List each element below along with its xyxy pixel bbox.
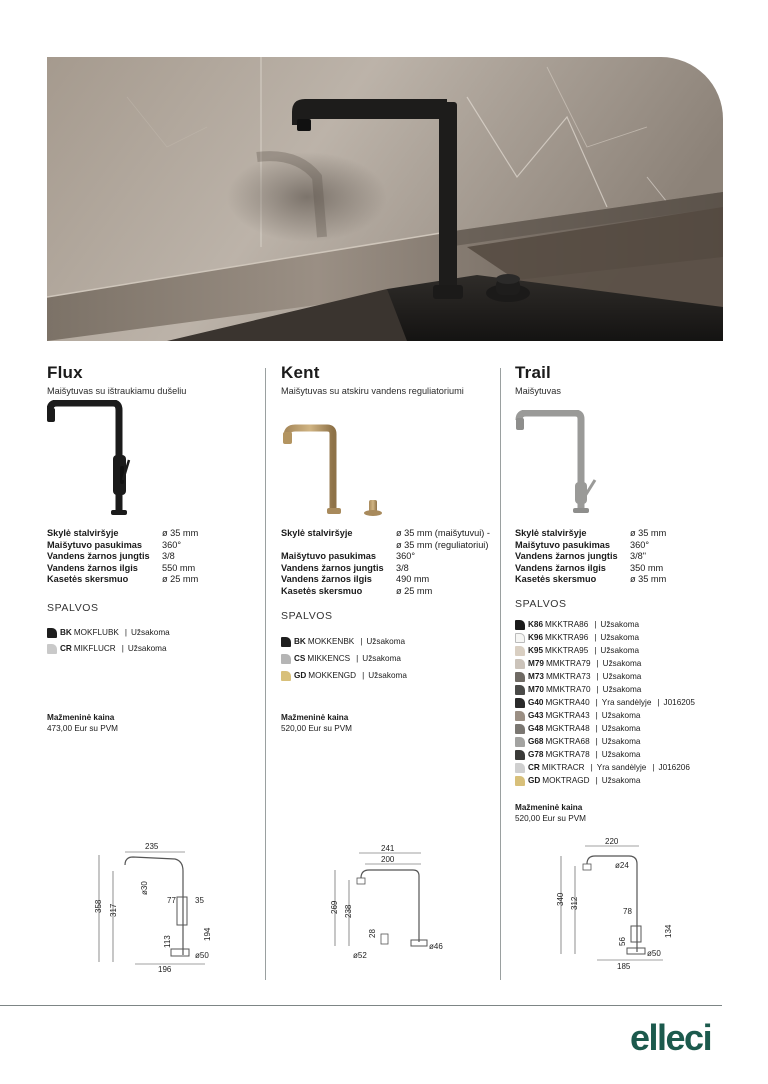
svg-text:358: 358: [94, 899, 103, 913]
product-subtitle: Maišytuvas su atskiru vandens reguliatoriumi: [281, 386, 464, 396]
faucet-flux-image: [47, 400, 137, 520]
specs-table: Skylė stalviršyje ø 35 mm Maišytuvo pasukimas 360° Vandens žarnos jungtis 3/8" Vandens žarnos ilgis 350 mm Kasetės skersmuo ø 35 mm: [515, 528, 667, 585]
svg-text:220: 220: [605, 837, 619, 846]
svg-text:56: 56: [618, 937, 627, 946]
price-block: Mažmeninė kaina 473,00 Eur su PVM: [47, 713, 118, 733]
color-option: CR MIKTRACR | Yra sandėlyje | J016206: [515, 761, 735, 774]
color-option: K96 MKKTRA96 | Užsakoma: [515, 631, 735, 644]
dimension-drawing-trail: [543, 836, 723, 971]
color-option: CS MIKKENCS | Užsakoma: [281, 652, 501, 665]
colors-heading: SPALVOS: [281, 610, 333, 622]
svg-text:317: 317: [109, 903, 118, 917]
product-title: Trail: [515, 363, 551, 382]
color-option: G68 MGKTRA68 | Užsakoma: [515, 735, 735, 748]
svg-text:ø30: ø30: [140, 881, 149, 895]
svg-text:78: 78: [623, 907, 632, 916]
svg-text:ø52: ø52: [353, 951, 367, 960]
hero-photo: [47, 57, 723, 341]
svg-text:185: 185: [617, 962, 631, 971]
color-list: [47, 626, 267, 655]
color-option: CR MIKFLUCR | Užsakoma: [47, 642, 267, 655]
color-option: K86 MKKTRA86 | Užsakoma: [515, 618, 735, 631]
dimension-drawing-flux: [87, 837, 267, 972]
svg-text:194: 194: [203, 927, 212, 941]
color-option: GD MOKKENGD | Užsakoma: [281, 669, 501, 682]
footer-divider: [0, 1005, 722, 1006]
color-option: BK MOKFLUBK | Užsakoma: [47, 626, 267, 639]
color-option: M79 MMKTRA79 | Užsakoma: [515, 657, 735, 670]
svg-text:200: 200: [381, 855, 395, 864]
svg-text:235: 235: [145, 842, 159, 851]
color-option: M73 MMKTRA73 | Užsakoma: [515, 670, 735, 683]
color-list: [281, 635, 501, 682]
svg-text:28: 28: [368, 929, 377, 938]
product-title: Flux: [47, 363, 83, 382]
svg-text:ø50: ø50: [195, 951, 209, 960]
colors-heading: SPALVOS: [515, 598, 567, 610]
product-title: Kent: [281, 363, 320, 382]
color-option: BK MOKKENBK | Užsakoma: [281, 635, 501, 648]
color-list: [515, 618, 735, 787]
svg-text:77: 77: [167, 896, 176, 905]
svg-text:269: 269: [330, 900, 339, 914]
color-option: M70 MMKTRA70 | Užsakoma: [515, 683, 735, 696]
svg-text:ø46: ø46: [429, 942, 443, 951]
colors-heading: SPALVOS: [47, 602, 99, 614]
color-option: K95 MKKTRA95 | Užsakoma: [515, 644, 735, 657]
dimension-drawing-kent: [321, 844, 501, 964]
svg-text:196: 196: [158, 965, 172, 972]
svg-text:ø24: ø24: [615, 861, 629, 870]
price-block: Mažmeninė kaina 520,00 Eur su PVM: [515, 803, 586, 823]
svg-text:113: 113: [163, 935, 172, 948]
faucet-kent-image: [281, 424, 391, 524]
svg-text:ø50: ø50: [647, 949, 661, 958]
color-option: G48 MGKTRA48 | Užsakoma: [515, 722, 735, 735]
svg-text:35: 35: [195, 896, 204, 905]
color-option: G40 MGKTRA40 | Yra sandėlyje | J016205: [515, 696, 735, 709]
svg-text:340: 340: [556, 892, 565, 906]
price-block: Mažmeninė kaina 520,00 Eur su PVM: [281, 713, 352, 733]
specs-table: Skylė stalviršyje ø 35 mm Maišytuvo pasukimas 360° Vandens žarnos jungtis 3/8 Vandens žarnos ilgis 550 mm Kasetės skersmuo ø 25 mm: [47, 528, 199, 585]
brand-logo: elleci: [630, 1017, 712, 1058]
product-flux: [47, 362, 267, 972]
product-subtitle: Maišytuvas: [515, 386, 561, 396]
product-subtitle: Maišytuvas su ištraukiamu dušeliu: [47, 386, 187, 396]
svg-text:312: 312: [570, 896, 579, 910]
product-trail: [515, 362, 735, 971]
svg-text:241: 241: [381, 844, 395, 853]
svg-text:134: 134: [664, 924, 673, 938]
faucet-trail-image: [515, 410, 605, 520]
color-option: GD MOKTRAGD | Užsakoma: [515, 774, 735, 787]
color-option: G78 MGKTRA78 | Užsakoma: [515, 748, 735, 761]
color-option: G43 MGKTRA43 | Užsakoma: [515, 709, 735, 722]
specs-table: Skylė stalviršyje ø 35 mm (maišytuvui) - ø 35 mm (reguliatoriui) Maišytuvo pasukimas 360° Vandens žarnos jungtis 3/8 Vandens žarnos ilgis 490 mm Kasetės skersmuo ø 25 mm: [281, 528, 490, 596]
svg-text:238: 238: [344, 904, 353, 918]
product-kent: [281, 362, 501, 960]
